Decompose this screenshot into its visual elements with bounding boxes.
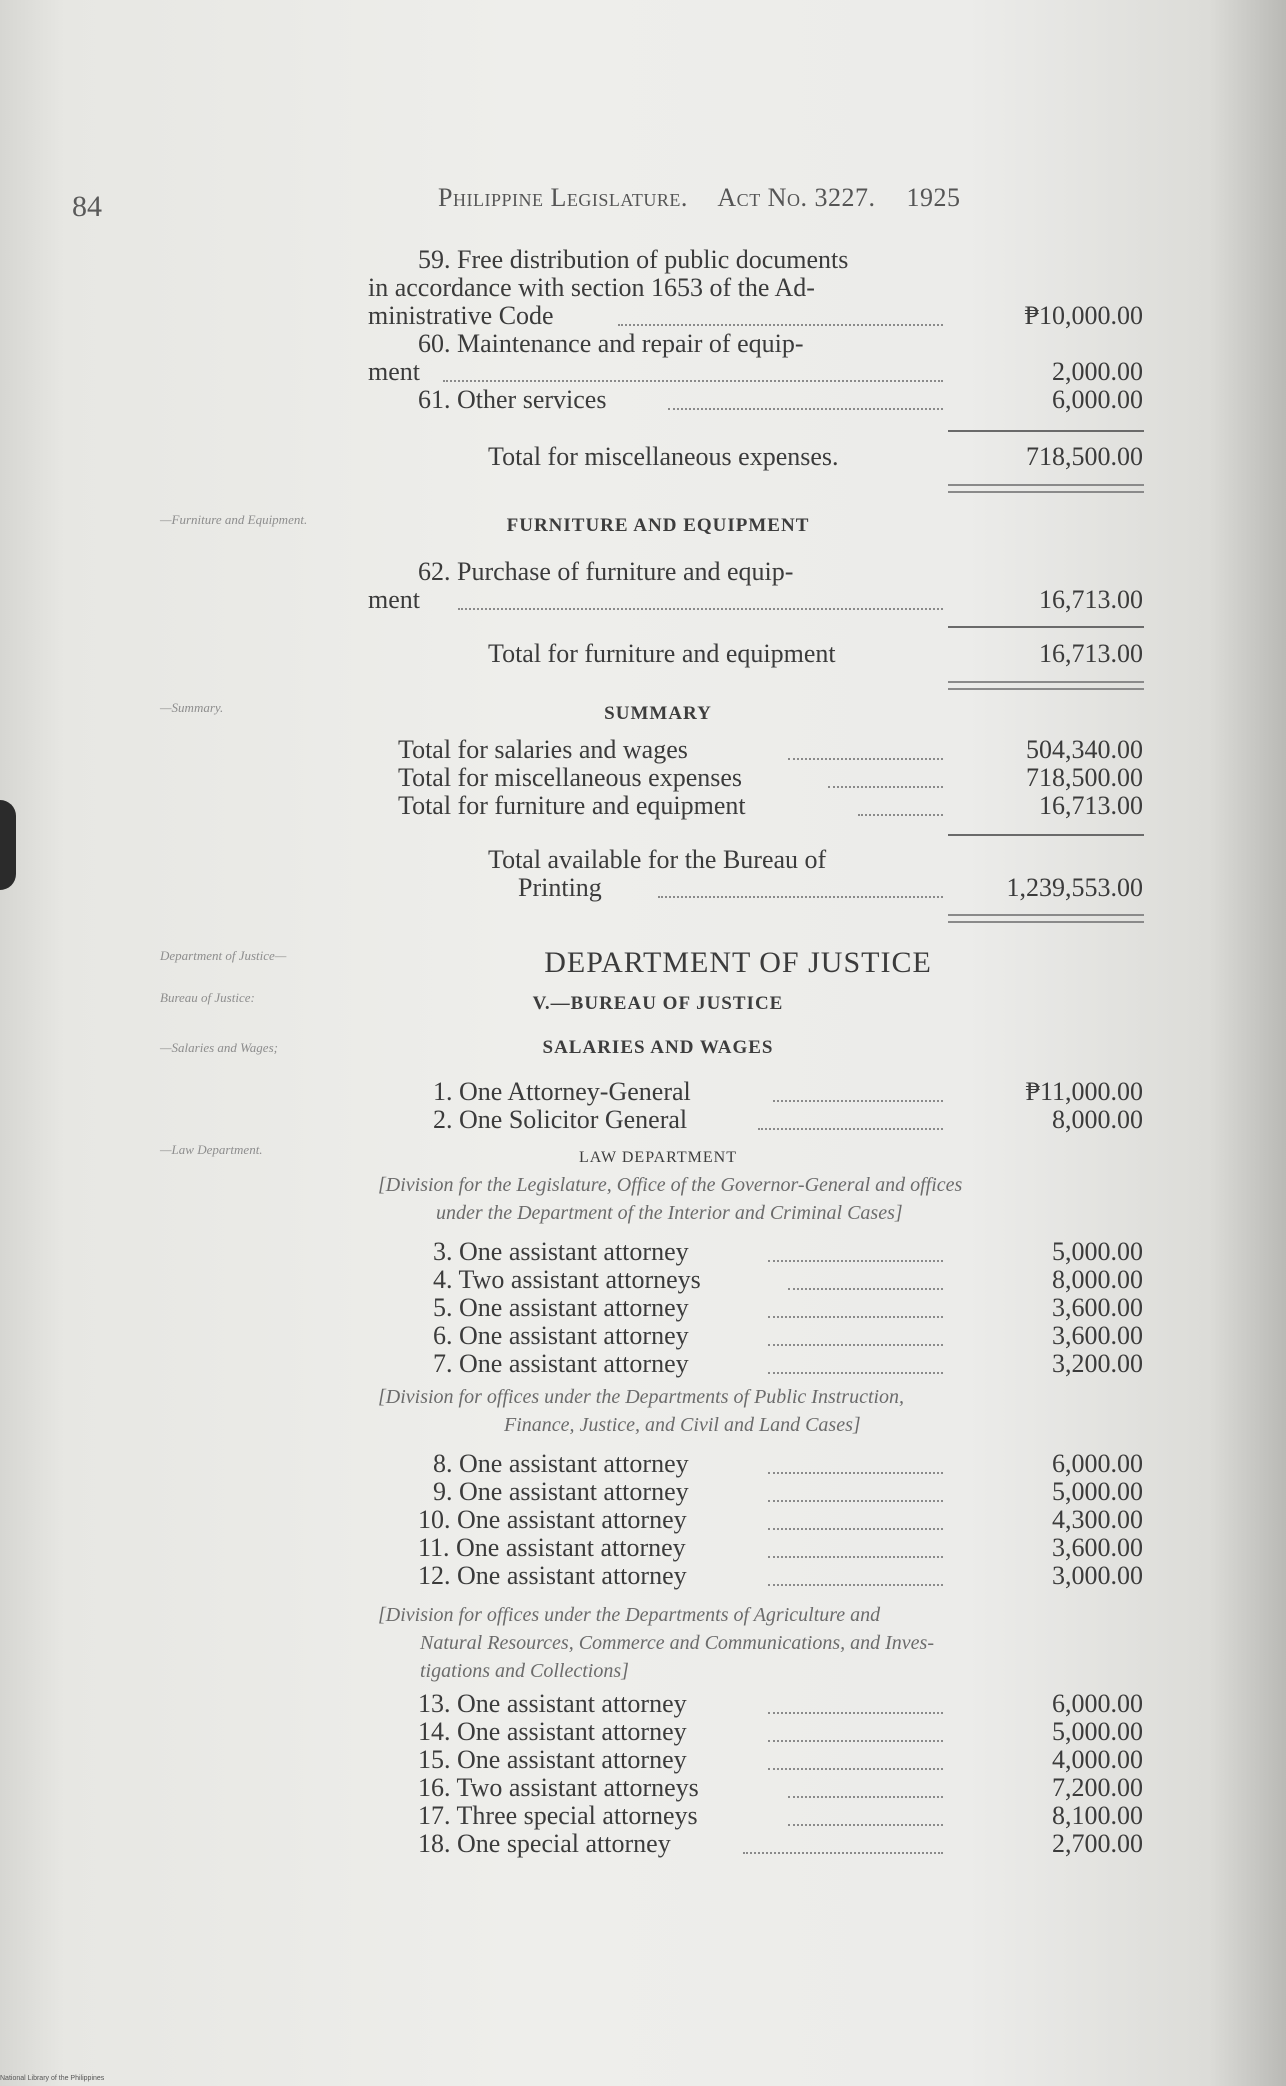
list-item: 4. Two assistant attorneys	[433, 1265, 701, 1294]
item-amount: 5,000.00	[1052, 1717, 1143, 1746]
margin-note-doj: Department of Justice—	[160, 948, 287, 963]
division2-line2: Finance, Justice, and Civil and Land Cases]	[504, 1414, 861, 1436]
item-amount: 5,000.00	[1052, 1237, 1143, 1266]
total-furniture-amount: 16,713.00	[1039, 639, 1143, 668]
item-amount: 3,600.00	[1052, 1293, 1143, 1322]
margin-note-furniture: —Furniture and Equipment.	[160, 512, 308, 527]
furniture-heading: FURNITURE AND EQUIPMENT	[506, 515, 810, 536]
summary-salaries-label: Total for salaries and wages	[398, 735, 688, 764]
item-amount: 4,300.00	[1052, 1505, 1143, 1534]
summary-heading: SUMMARY	[604, 703, 712, 724]
list-item: 1. One Attorney-General	[433, 1077, 691, 1106]
page-edge-shadow	[0, 800, 16, 890]
list-item: 11. One assistant attorney	[418, 1533, 686, 1562]
item-amount: 2,700.00	[1052, 1829, 1143, 1858]
list-item: 3. One assistant attorney	[433, 1237, 689, 1266]
item-amount: 3,600.00	[1052, 1321, 1143, 1350]
item-amount: 5,000.00	[1052, 1477, 1143, 1506]
list-item: 2. One Solicitor General	[433, 1105, 688, 1134]
item-amount: 3,000.00	[1052, 1561, 1143, 1590]
summary-furniture-label: Total for furniture and equipment	[398, 791, 746, 820]
misc-expenses-block	[368, 246, 1168, 414]
list-item: 14. One assistant attorney	[418, 1717, 687, 1746]
item62-amount: 16,713.00	[1039, 585, 1143, 614]
list-item: 16. Two assistant attorneys	[418, 1773, 699, 1802]
list-item: 6. One assistant attorney	[433, 1321, 689, 1350]
division3-line1: [Division for offices under the Departments of Agriculture and	[378, 1604, 881, 1626]
items-b-list	[368, 1238, 1168, 1378]
item60-amount: 2,000.00	[1052, 357, 1143, 386]
item59-line2: in accordance with section 1653 of the Ad-	[368, 273, 815, 302]
list-item: 13. One assistant attorney	[418, 1689, 687, 1718]
header-year: 1925	[906, 183, 961, 212]
division1-line1: [Division for the Legislature, Office of the Governor-General and offices	[378, 1174, 963, 1196]
list-item: 15. One assistant attorney	[418, 1745, 687, 1774]
items-a-list	[368, 1078, 1168, 1134]
items-d-list	[368, 1690, 1168, 1858]
total-bureau-amount: 1,239,553.00	[1006, 873, 1143, 902]
total-misc-label: Total for miscellaneous expenses.	[488, 442, 839, 471]
division2-line1: [Division for offices under the Departments of Public Instruction,	[378, 1386, 905, 1408]
item-amount: 6,000.00	[1052, 1689, 1143, 1718]
list-item: 18. One special attorney	[418, 1829, 671, 1858]
item59-amount: ₱10,000.00	[1024, 301, 1143, 330]
item60-line2: ment	[368, 357, 420, 386]
scan-footer-text: National Library of the Philippines	[0, 2075, 105, 2082]
total-furniture-label: Total for furniture and equipment	[488, 639, 836, 668]
item-amount: 6,000.00	[1052, 1449, 1143, 1478]
law-heading: LAW DEPARTMENT	[579, 1149, 737, 1166]
items-c-list	[368, 1450, 1168, 1590]
bureau-title: V.—BUREAU OF JUSTICE	[532, 993, 784, 1014]
list-item: 8. One assistant attorney	[433, 1449, 689, 1478]
total-misc-amount: 718,500.00	[1026, 442, 1143, 471]
item-amount: ₱11,000.00	[1025, 1077, 1143, 1106]
list-item: 9. One assistant attorney	[433, 1477, 689, 1506]
margin-note-boj: Bureau of Justice:	[160, 990, 255, 1005]
list-item: 10. One assistant attorney	[418, 1505, 687, 1534]
margin-note-law: —Law Department.	[160, 1142, 263, 1157]
item62-line2: ment	[368, 585, 420, 614]
summary-misc-amount: 718,500.00	[1026, 763, 1143, 792]
list-item: 7. One assistant attorney	[433, 1349, 689, 1378]
item-amount: 8,000.00	[1052, 1265, 1143, 1294]
total-bureau-line2: Printing	[518, 873, 602, 902]
item61-amount: 6,000.00	[1052, 385, 1143, 414]
summary-misc-label: Total for miscellaneous expenses	[398, 763, 743, 792]
page-number: 84	[72, 190, 102, 223]
item59-line1: 59. Free distribution of public documents	[418, 245, 849, 274]
list-item: 17. Three special attorneys	[418, 1801, 698, 1830]
total-bureau-line1: Total available for the Bureau of	[488, 845, 827, 874]
summary-list	[368, 736, 1168, 820]
header-act: Act No. 3227.	[717, 183, 876, 212]
item59-line3: ministrative Code	[368, 301, 554, 330]
item-amount: 8,000.00	[1052, 1105, 1143, 1134]
list-item: 12. One assistant attorney	[418, 1561, 687, 1590]
item-amount: 3,600.00	[1052, 1533, 1143, 1562]
division1-line2: under the Department of the Interior and Criminal Cases]	[436, 1202, 903, 1224]
margin-note-salaries: —Salaries and Wages;	[160, 1040, 278, 1055]
running-header	[438, 183, 984, 213]
division3-line3: tigations and Collections]	[420, 1660, 629, 1682]
department-title: DEPARTMENT OF JUSTICE	[544, 946, 932, 979]
list-item: 5. One assistant attorney	[433, 1293, 689, 1322]
salaries-heading: SALARIES AND WAGES	[542, 1037, 774, 1058]
item-amount: 3,200.00	[1052, 1349, 1143, 1378]
margin-note-summary: —Summary.	[160, 700, 224, 715]
item-amount: 7,200.00	[1052, 1773, 1143, 1802]
division3-line2: Natural Resources, Commerce and Communications, and Inves-	[420, 1632, 935, 1654]
item62-line1: 62. Purchase of furniture and equip-	[418, 557, 794, 586]
summary-salaries-amount: 504,340.00	[1026, 735, 1143, 764]
header-title: Philippine Legislature.	[438, 183, 688, 212]
item60-line1: 60. Maintenance and repair of equip-	[418, 329, 804, 358]
item-amount: 4,000.00	[1052, 1745, 1143, 1774]
item61-label: 61. Other services	[418, 385, 607, 414]
summary-furniture-amount: 16,713.00	[1039, 791, 1143, 820]
item-amount: 8,100.00	[1052, 1801, 1143, 1830]
